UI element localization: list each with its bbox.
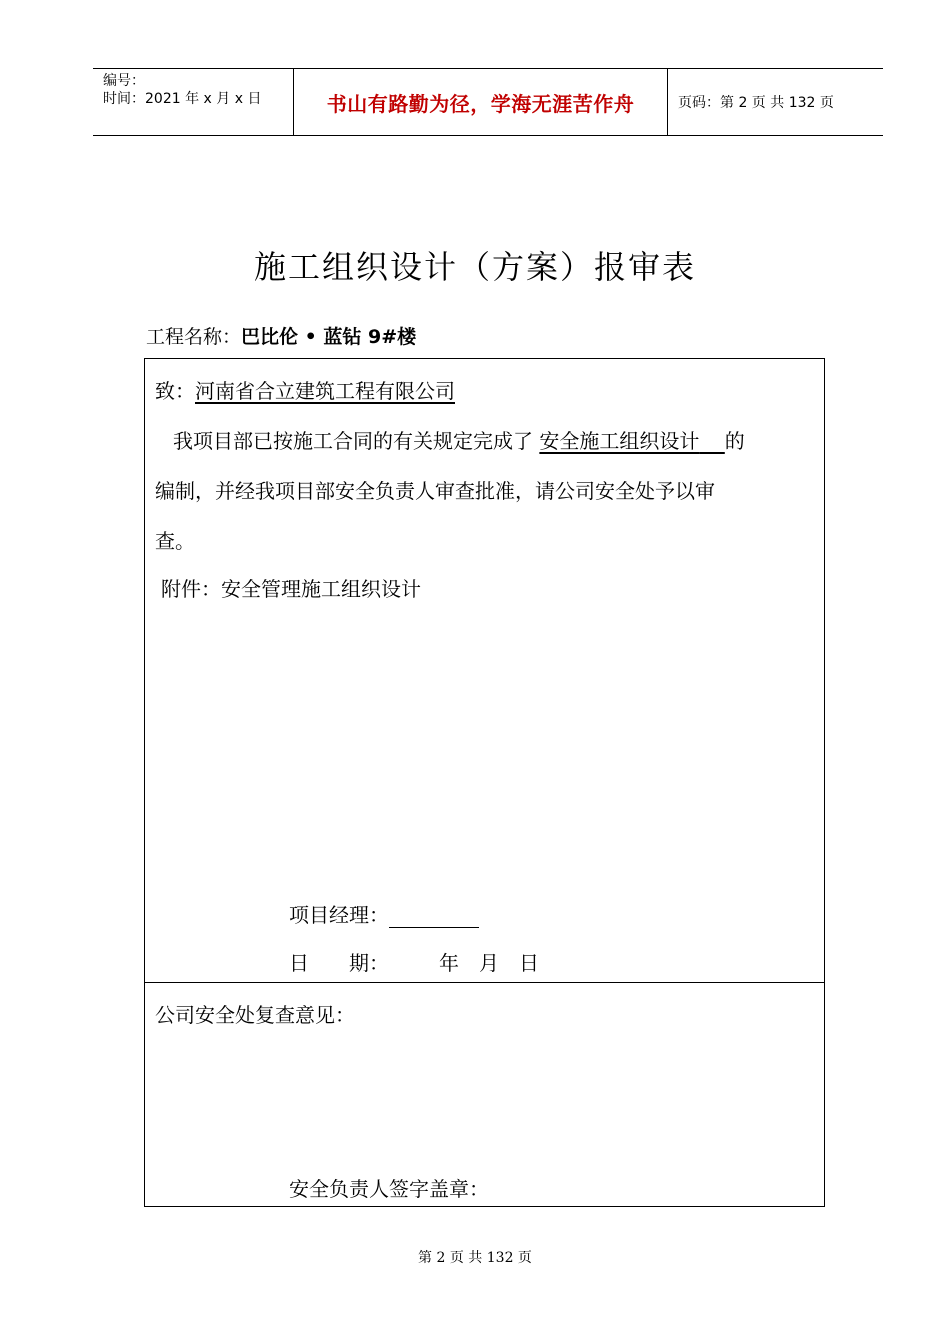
body-line-2: 编制，并经我项目部安全负责人审查批准，请公司安全处予以审 [155, 479, 715, 503]
project-label: 工程名称： [146, 326, 242, 348]
project-name: 巴比伦 • 蓝钻 9#楼 [241, 326, 417, 348]
manager-label: 项目经理： [289, 903, 389, 927]
document-title: 施工组织设计（方案）报审表 [253, 248, 696, 286]
time-label: 时间：2021 年 x 月 x 日 [103, 91, 262, 107]
page-info: 页码：第 2 页 共 132 页 [678, 95, 834, 111]
to-company: 河南省合立建筑工程有限公司 [195, 379, 455, 403]
date-line: 日 期： 年 月 日 [289, 951, 539, 975]
line1-fill: 安全施工组织设计 [539, 429, 700, 453]
header-meta-cell [93, 69, 294, 135]
attachment-line: 附件：安全管理施工组织设计 [161, 577, 421, 601]
to-label: 致： [155, 379, 195, 403]
project-name-line [146, 322, 416, 349]
manager-line [289, 899, 479, 928]
addressee-line [155, 375, 455, 404]
body-line-3: 查。 [155, 529, 195, 553]
header-motto-cell [294, 69, 668, 135]
review-form-table [144, 358, 825, 1207]
body-line-1 [173, 425, 745, 454]
safety-signature-label: 安全负责人签字盖章： [289, 1177, 489, 1201]
section-divider [145, 982, 824, 983]
motto-text: 书山有路勤为径，学海无涯苦作舟 [326, 91, 635, 116]
line1-prefix: 我项目部已按施工合同的有关规定完成了 [173, 429, 533, 453]
line1-suffix: 的 [724, 429, 745, 453]
review-opinion-label: 公司安全处复查意见： [155, 1003, 355, 1027]
page-footer: 第 2 页 共 132 页 [418, 1250, 532, 1266]
serial-label: 编号： [103, 73, 145, 89]
page-header [93, 68, 883, 136]
header-page-cell [668, 69, 883, 135]
manager-signature-blank [389, 908, 479, 928]
